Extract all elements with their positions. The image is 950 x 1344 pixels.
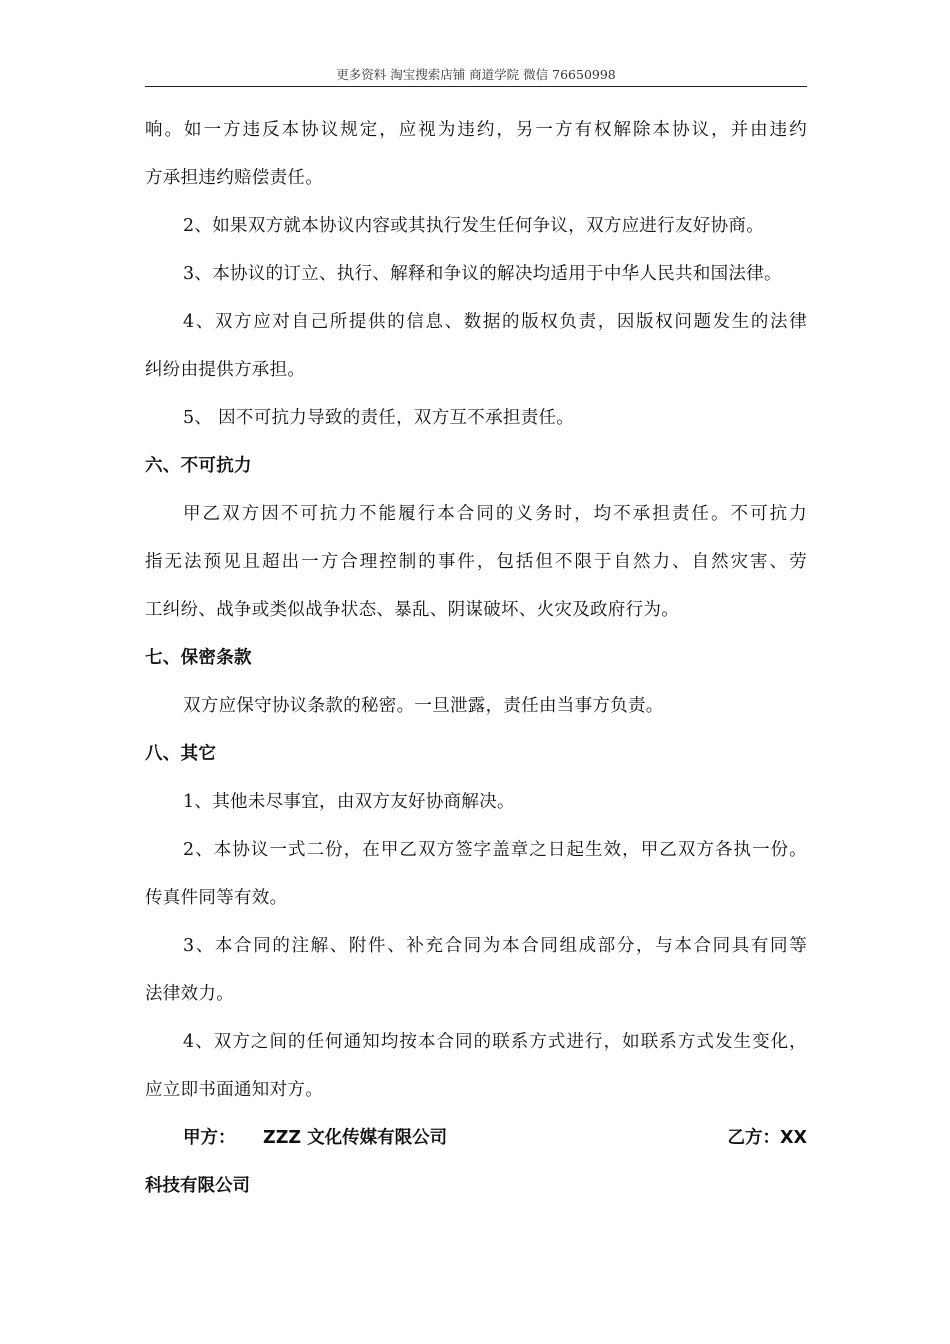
section-heading-force-majeure: 六、不可抗力: [145, 456, 252, 476]
clause-item-4: 4、双方应对自己所提供的信息、数据的版权负责，因版权问题发生的法律: [183, 312, 807, 332]
party-b-label: 乙方：XX: [727, 1128, 807, 1148]
clause-item-3-cont: 法律效力。: [145, 984, 234, 1004]
clause-item-2: 2、本协议一式二份，在甲乙双方签字盖章之日起生效，甲乙双方各执一份。: [183, 840, 807, 860]
clause-item-2-cont: 传真件同等有效。: [145, 888, 288, 908]
party-a-name: ZZZ 文化传媒有限公司: [263, 1128, 448, 1148]
document-body: [145, 106, 807, 1210]
clause-item-4: 4、双方之间的任何通知均按本合同的联系方式进行，如联系方式发生变化，: [183, 1032, 807, 1052]
section-heading-confidentiality: 七、保密条款: [145, 648, 252, 668]
section-heading-other: 八、其它: [145, 744, 217, 764]
page-header: [145, 66, 807, 87]
header-text: 更多资料 淘宝搜索店铺 商道学院 微信 76650998: [336, 67, 616, 82]
clause-item-3: 3、本合同的注解、附件、补充合同为本合同组成部分，与本合同具有同等: [183, 936, 807, 956]
party-a-label: 甲方：: [183, 1128, 236, 1148]
paragraph-line: 双方应保守协议条款的秘密。一旦泄露，责任由当事方负责。: [183, 696, 664, 716]
paragraph-line: 甲乙双方因不可抗力不能履行本合同的义务时，均不承担责任。不可抗力: [183, 504, 807, 524]
clause-item-4-cont: 纠纷由提供方承担。: [145, 360, 306, 380]
clause-item-2: 2、如果双方就本协议内容或其执行发生任何争议，双方应进行友好协商。: [183, 216, 765, 236]
clause-item-4-cont: 应立即书面通知对方。: [145, 1080, 323, 1100]
signature-row: [145, 1114, 807, 1162]
paragraph-line: 响。如一方违反本协议规定，应视为违约，另一方有权解除本协议，并由违约: [145, 120, 807, 140]
clause-item-3: 3、本协议的订立、执行、解释和争议的解决均适用于中华人民共和国法律。: [183, 264, 782, 284]
paragraph-line: 指无法预见且超出一方合理控制的事件，包括但不限于自然力、自然灾害、劳: [145, 552, 807, 572]
party-b-name-continued: 科技有限公司: [145, 1176, 250, 1196]
paragraph-line: 工纠纷、战争或类似战争状态、暴乱、阴谋破坏、火灾及政府行为。: [145, 600, 679, 620]
clause-item-1: 1、其他未尽事宜，由双方友好协商解决。: [183, 792, 515, 812]
paragraph-line: 方承担违约赔偿责任。: [145, 168, 323, 188]
clause-item-5: 5、 因不可抗力导致的责任，双方互不承担责任。: [183, 408, 575, 428]
